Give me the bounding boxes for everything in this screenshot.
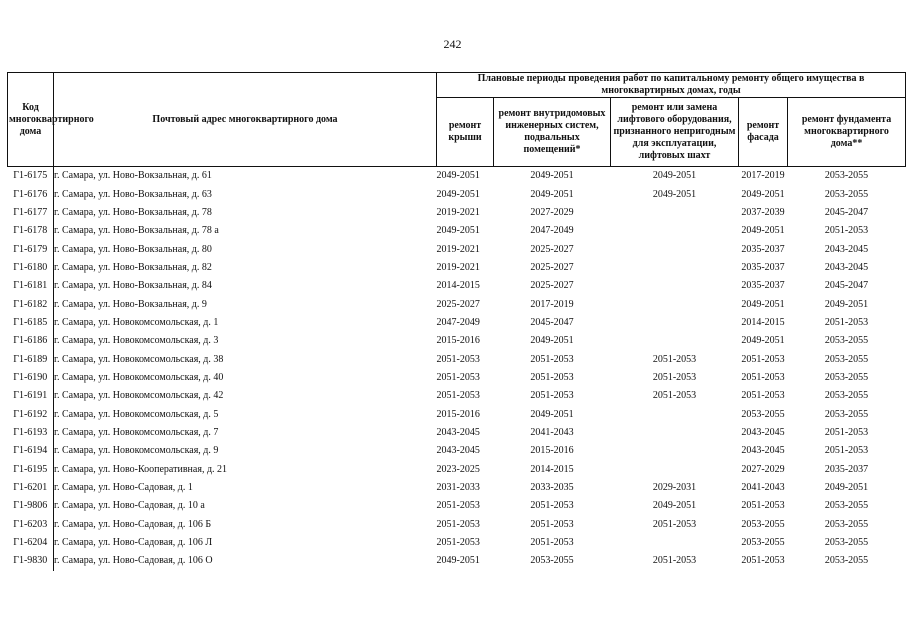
cell-address: г. Самара, ул. Новокомсомольская, д. 38 — [54, 353, 224, 365]
cell-facade: 2049-2051 — [741, 188, 785, 200]
cell-lift — [611, 314, 739, 332]
cell-facade: 2051-2053 — [741, 390, 785, 402]
cell-facade: 2053-2055 — [741, 518, 785, 530]
cell-foundation: 2053-2055 — [824, 537, 869, 549]
cell-address: г. Самара, ул. Новокомсомольская, д. 40 — [54, 371, 224, 383]
cell-engineering: 2047-2049 — [530, 225, 574, 237]
cell-foundation: 2051-2053 — [824, 316, 869, 328]
cell-address: г. Самара, ул. Новокомсомольская, д. 5 — [54, 408, 219, 420]
cell-foundation: 2051-2053 — [824, 225, 869, 237]
cell-address: г. Самара, ул. Ново-Садовая, д. 106 О — [54, 555, 213, 567]
table-body — [8, 167, 906, 571]
cell-foundation: 2053-2055 — [824, 408, 869, 420]
cell-code: Г1-6176 — [8, 185, 54, 203]
cell-roof: 2015-2016 — [436, 408, 480, 420]
cell-facade: 2027-2029 — [741, 463, 785, 475]
table-row — [8, 497, 906, 515]
cell-roof: 2043-2045 — [436, 445, 480, 457]
cell-foundation: 2053-2055 — [788, 167, 906, 186]
cell-foundation: 2043-2045 — [824, 261, 869, 273]
cell-address: г. Самара, ул. Новокомсомольская, д. 42 — [54, 390, 224, 402]
cell-lift: 2029-2031 — [652, 482, 697, 494]
cell-lift: 2051-2053 — [652, 555, 697, 567]
cell-address: г. Самара, ул. Новокомсомольская, д. 7 — [54, 426, 219, 438]
cell-facade: 2041-2043 — [741, 482, 785, 494]
table-row — [8, 479, 906, 497]
cell-code: Г1-6191 — [8, 387, 54, 405]
cell-facade: 2017-2019 — [739, 167, 788, 186]
cell-lift — [611, 222, 739, 240]
cell-roof: 2014-2015 — [436, 280, 480, 292]
header-lift: ремонт или замена лифтового оборудования, признанного непригодным для эксплуатации, лифтовых шахт — [611, 98, 739, 167]
cell-foundation: 2053-2055 — [824, 335, 869, 347]
cell-roof: 2047-2049 — [436, 316, 480, 328]
cell-address: г. Самара, ул. Ново-Кооперативная, д. 21 — [54, 463, 228, 475]
cell-address: г. Самара, ул. Ново-Вокзальная, д. 78 а — [54, 225, 219, 237]
header-engineering: ремонт внутридомовых инженерных систем, подвальных помещений* — [494, 98, 611, 167]
cell-roof: 2051-2053 — [436, 390, 480, 402]
table-row — [8, 534, 906, 552]
cell-code: Г1-6185 — [8, 314, 54, 332]
cell-lift: 2051-2053 — [652, 518, 697, 530]
cell-code: Г1-6175 — [8, 167, 54, 186]
cell-facade: 2035-2037 — [741, 280, 785, 292]
table-row — [8, 424, 906, 442]
cell-code: Г1-6203 — [8, 516, 54, 534]
cell-code: Г1-6194 — [8, 442, 54, 460]
page-number: 242 — [443, 37, 462, 51]
cell-lift — [611, 461, 739, 479]
header-foundation: ремонт фундамента многоквартирного дома** — [788, 98, 906, 167]
cell-roof: 2031-2033 — [436, 482, 480, 494]
cell-roof: 2023-2025 — [436, 463, 480, 475]
cell-lift — [611, 332, 739, 350]
cell-roof: 2019-2021 — [436, 261, 480, 273]
cell-address: г. Самара, ул. Ново-Садовая, д. 10 а — [54, 500, 205, 512]
table-row — [8, 185, 906, 203]
cell-engineering: 2051-2053 — [530, 353, 574, 365]
cell-lift — [611, 405, 739, 423]
table-row — [8, 222, 906, 240]
cell-foundation: 2053-2055 — [824, 188, 869, 200]
cell-roof: 2015-2016 — [436, 335, 480, 347]
table-row — [8, 461, 906, 479]
cell-lift: 2051-2053 — [652, 371, 697, 383]
cell-facade: 2043-2045 — [741, 426, 785, 438]
cell-roof: 2025-2027 — [436, 298, 480, 310]
header-periods-title: Плановые периоды проведения работ по капитальному ремонту общего имущества в многоквартирных домах, годы — [437, 73, 906, 98]
cell-roof: 2051-2053 — [436, 537, 480, 549]
cell-lift — [611, 204, 739, 222]
table-row — [8, 204, 906, 222]
cell-roof: 2051-2053 — [436, 371, 480, 383]
cell-lift — [611, 424, 739, 442]
cell-code: Г1-6193 — [8, 424, 54, 442]
cell-code: Г1-6178 — [8, 222, 54, 240]
table-row — [8, 277, 906, 295]
cell-lift — [611, 534, 739, 552]
cell-foundation: 2051-2053 — [824, 426, 869, 438]
cell-facade: 2051-2053 — [741, 555, 785, 567]
cell-foundation: 2049-2051 — [824, 298, 869, 310]
cell-code: Г1-6179 — [8, 240, 54, 258]
cell-foundation: 2045-2047 — [824, 206, 869, 218]
table-row — [8, 259, 906, 277]
header-facade: ремонт фасада — [739, 98, 788, 167]
cell-facade: 2049-2051 — [741, 298, 785, 310]
cell-lift — [611, 295, 739, 313]
cell-engineering: 2049-2051 — [530, 188, 574, 200]
cell-roof: 2049-2051 — [436, 225, 480, 237]
cell-foundation: 2053-2055 — [824, 518, 869, 530]
cell-code: Г1-6204 — [8, 534, 54, 552]
cell-code: Г1-6186 — [8, 332, 54, 350]
cell-roof: 2051-2053 — [436, 500, 480, 512]
cell-engineering: 2041-2043 — [530, 426, 574, 438]
cell-facade: 2051-2053 — [741, 353, 785, 365]
cell-facade: 2053-2055 — [741, 408, 785, 420]
cell-lift: 2049-2051 — [611, 167, 739, 186]
cell-engineering: 2049-2051 — [530, 335, 574, 347]
cell-engineering: 2025-2027 — [530, 243, 574, 255]
cell-address: г. Самара, ул. Новокомсомольская, д. 9 — [54, 445, 219, 457]
table-header — [8, 73, 906, 167]
cell-engineering: 2051-2053 — [530, 500, 574, 512]
cell-code: Г1-6181 — [8, 277, 54, 295]
cell-roof: 2051-2053 — [436, 518, 480, 530]
cell-facade: 2049-2051 — [741, 225, 785, 237]
table-row — [8, 405, 906, 423]
cell-facade: 2053-2055 — [741, 537, 785, 549]
cell-engineering: 2027-2029 — [530, 206, 574, 218]
cell-foundation: 2053-2055 — [824, 390, 869, 402]
cell-foundation: 2035-2037 — [824, 463, 869, 475]
cell-engineering: 2051-2053 — [530, 371, 574, 383]
header-code: Код многоквартирного дома — [8, 73, 54, 167]
cell-foundation: 2051-2053 — [824, 445, 869, 457]
cell-lift: 2049-2051 — [652, 188, 697, 200]
cell-address: г. Самара, ул. Ново-Вокзальная, д. 9 — [54, 298, 207, 310]
cell-facade: 2014-2015 — [741, 316, 785, 328]
cell-code: Г1-6180 — [8, 259, 54, 277]
cell-code: Г1-6195 — [8, 461, 54, 479]
cell-engineering: 2045-2047 — [530, 316, 574, 328]
cell-facade: 2049-2051 — [741, 335, 785, 347]
cell-lift — [611, 442, 739, 460]
cell-address: г. Самара, ул. Ново-Вокзальная, д. 82 — [54, 261, 212, 273]
cell-address: г. Самара, ул. Ново-Вокзальная, д. 80 — [54, 243, 212, 255]
cell-lift — [611, 259, 739, 277]
cell-roof: 2051-2053 — [436, 353, 480, 365]
cell-code: Г1-6177 — [8, 204, 54, 222]
cell-engineering: 2051-2053 — [530, 537, 574, 549]
table-row — [8, 442, 906, 460]
cell-foundation: 2053-2055 — [824, 500, 869, 512]
cell-roof: 2019-2021 — [436, 243, 480, 255]
cell-facade: 2037-2039 — [741, 206, 785, 218]
cell-engineering: 2017-2019 — [530, 298, 574, 310]
cell-engineering: 2053-2055 — [530, 555, 574, 567]
cell-roof: 2049-2051 — [437, 167, 494, 186]
cell-engineering: 2049-2051 — [530, 408, 574, 420]
table-row — [8, 387, 906, 405]
cell-lift: 2051-2053 — [652, 353, 697, 365]
cell-lift — [611, 277, 739, 295]
cell-facade: 2051-2053 — [741, 500, 785, 512]
cell-engineering: 2015-2016 — [530, 445, 574, 457]
cell-address: г. Самара, ул. Ново-Вокзальная, д. 61 — [54, 167, 437, 186]
cell-engineering: 2033-2035 — [530, 482, 574, 494]
cell-address: г. Самара, ул. Ново-Садовая, д. 1 — [54, 482, 193, 494]
cell-foundation: 2045-2047 — [824, 280, 869, 292]
capital-repair-table — [7, 72, 906, 571]
cell-address: г. Самара, ул. Ново-Вокзальная, д. 84 — [54, 280, 212, 292]
table-row — [8, 314, 906, 332]
table-row — [8, 369, 906, 387]
cell-foundation: 2053-2055 — [824, 555, 869, 567]
cell-code: Г1-6190 — [8, 369, 54, 387]
table-row — [8, 350, 906, 368]
table-row — [8, 516, 906, 534]
cell-roof: 2049-2051 — [436, 188, 480, 200]
cell-code: Г1-6182 — [8, 295, 54, 313]
cell-address: г. Самара, ул. Новокомсомольская, д. 1 — [54, 316, 219, 328]
cell-address: г. Самара, ул. Ново-Садовая, д. 106 Б — [54, 518, 212, 530]
cell-facade: 2043-2045 — [741, 445, 785, 457]
cell-code: Г1-6192 — [8, 405, 54, 423]
cell-engineering: 2025-2027 — [530, 280, 574, 292]
cell-foundation: 2049-2051 — [824, 482, 869, 494]
cell-address: г. Самара, ул. Ново-Садовая, д. 106 Л — [54, 537, 213, 549]
cell-address: г. Самара, ул. Ново-Вокзальная, д. 63 — [54, 188, 212, 200]
cell-engineering: 2025-2027 — [530, 261, 574, 273]
cell-code: Г1-9806 — [8, 497, 54, 515]
header-address: Почтовый адрес многоквартирного дома — [54, 73, 437, 167]
table-row — [8, 167, 906, 186]
cell-address: г. Самара, ул. Новокомсомольская, д. 3 — [54, 335, 219, 347]
table-row — [8, 240, 906, 258]
cell-facade: 2051-2053 — [741, 371, 785, 383]
cell-engineering: 2049-2051 — [494, 167, 611, 186]
cell-engineering: 2051-2053 — [530, 390, 574, 402]
cell-foundation: 2053-2055 — [824, 371, 869, 383]
cell-address: г. Самара, ул. Ново-Вокзальная, д. 78 — [54, 206, 212, 218]
cell-roof: 2043-2045 — [436, 426, 480, 438]
cell-lift: 2049-2051 — [652, 500, 697, 512]
cell-engineering: 2014-2015 — [530, 463, 574, 475]
cell-code: Г1-6189 — [8, 350, 54, 368]
cell-facade: 2035-2037 — [741, 243, 785, 255]
cell-lift — [611, 240, 739, 258]
cell-roof: 2019-2021 — [436, 206, 480, 218]
table-row — [8, 295, 906, 313]
cell-foundation: 2053-2055 — [824, 353, 869, 365]
cell-engineering: 2051-2053 — [530, 518, 574, 530]
cell-foundation: 2043-2045 — [824, 243, 869, 255]
cell-lift: 2051-2053 — [652, 390, 697, 402]
table-row — [8, 552, 906, 570]
cell-roof: 2049-2051 — [436, 555, 480, 567]
table-row — [8, 332, 906, 350]
header-roof: ремонт крыши — [437, 98, 494, 167]
cell-code: Г1-9830 — [8, 552, 54, 570]
cell-facade: 2035-2037 — [741, 261, 785, 273]
cell-code: Г1-6201 — [8, 479, 54, 497]
